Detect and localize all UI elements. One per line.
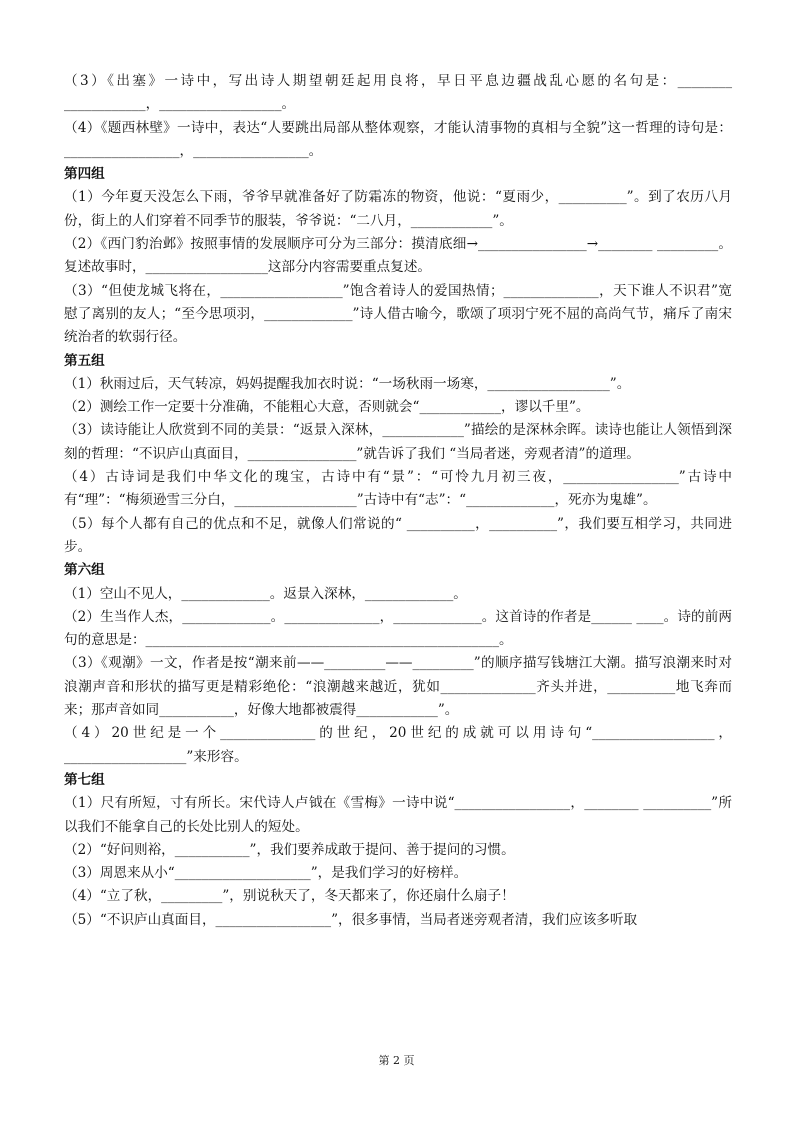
question-item: （3）“但使龙城飞将在，__________________”饱含着诗人的爱国热情；______________，天下谁人不识君”宽慰了离别的友人；“至今思项羽，_____________”诗人借古喻今，歌颂了项羽宁死不屈的高尚气节，痛斥了南宋统治者的软弱行径。 (64, 282, 732, 346)
question-item: （4）20世纪是一个______________的世纪，20世纪的成就可以用诗句“__________________，__________________”来形容。 (64, 725, 732, 765)
question-item: （3）周恩来从小“____________________”，是我们学习的好榜样。 (64, 865, 468, 882)
question-item: （3）《观潮》一文，作者是按“潮来前——_________——_________”的顺序描写钱塘江大潮。描写浪潮来时对浪潮声音和形状的描写更是精彩绝伦：“浪潮越来越近，犹如______________齐头并进，__________地飞奔而来；那声音如同___________，好像大地都被震得____________”。 (64, 655, 732, 719)
question-item: （3）《出塞》一诗中，写出诗人期望朝廷起用良将，早日平息边疆战乱心愿的名句是：________ ____________，__________________。 (64, 73, 732, 113)
question-item: （1）尺有所短，寸有所长。宋代诗人卢钺在《雪梅》一诗中说“_________________，________ __________”所以我们不能拿自己的长处比别人的短处。 (64, 795, 732, 835)
question-item: （3）读诗能让人欣赏到不同的美景：“返景入深林，____________”描绘的是深林余晖。读诗也能让人领悟到深刻的哲理：“不识庐山真面目，________________”就告诉了我们 “当局者迷，旁观者清”的道理。 (64, 422, 732, 462)
page-number: 第 2 页 (378, 1054, 415, 1067)
section-heading: 第四组 (64, 166, 105, 183)
question-item: （1）秋雨过后，天气转凉，妈妈提醒我加衣时说：“一场秋雨一场寒，__________________”。 (64, 375, 631, 392)
question-item: （5）每个人都有自己的优点和不足，就像人们常说的“ __________，__________”，我们要互相学习，共同进步。 (64, 515, 732, 555)
section-heading: 第六组 (64, 562, 105, 579)
question-item: （4）《题西林壁》一诗中，表达“人要跳出局部从整体观察，才能认清事物的真相与全貌”这一哲理的诗句是：_________________，_________________。 (64, 119, 732, 159)
question-item: （5）“不识庐山真面目，_________________”，很多事情，当局者迷旁观者清，我们应该多听取 (64, 911, 638, 928)
section-heading: 第五组 (64, 352, 105, 369)
document-body (64, 70, 732, 932)
question-item: （2）《西门豹治邺》按照事情的发展顺序可分为三部分：摸清底细→________________→________ _________。复述故事时，__________________这部分内容需要重点复述。 (64, 236, 732, 276)
question-item: （2）测绘工作一定要十分准确，不能粗心大意，否则就会“____________，谬以千里”。 (64, 399, 590, 416)
question-item: （1）今年夏天没怎么下雨，爷爷早就准备好了防霜冻的物资，他说：“夏雨少，__________”。到了农历八月份，街上的人们穿着不同季节的服装，爷爷说：“二八月，____________”。 (64, 189, 732, 229)
question-item: （4）“立了秋，_________”，别说秋天了，冬天都来了，你还扇什么扇子！ (64, 888, 515, 905)
question-item: （2）生当作人杰，_____________。______________，_____________。这首诗的作者是______ ____。诗的前两句的意思是：____________________________________________________。 (64, 608, 732, 649)
section-heading: 第七组 (64, 771, 105, 788)
question-item: （1）空山不见人，_____________。返景入深林，_____________。 (64, 585, 467, 602)
question-item: （4）古诗词是我们中华文化的瑰宝，古诗中有“景”：“可怜九月初三夜，_________________”古诗中有“理”：“梅须逊雪三分白，__________________”古诗中有“志”：“_____________，死亦为鬼雄”。 (64, 469, 732, 509)
question-item: （2）“好问则裕，___________”，我们要养成敢于提问、善于提问的习惯。 (64, 841, 515, 858)
